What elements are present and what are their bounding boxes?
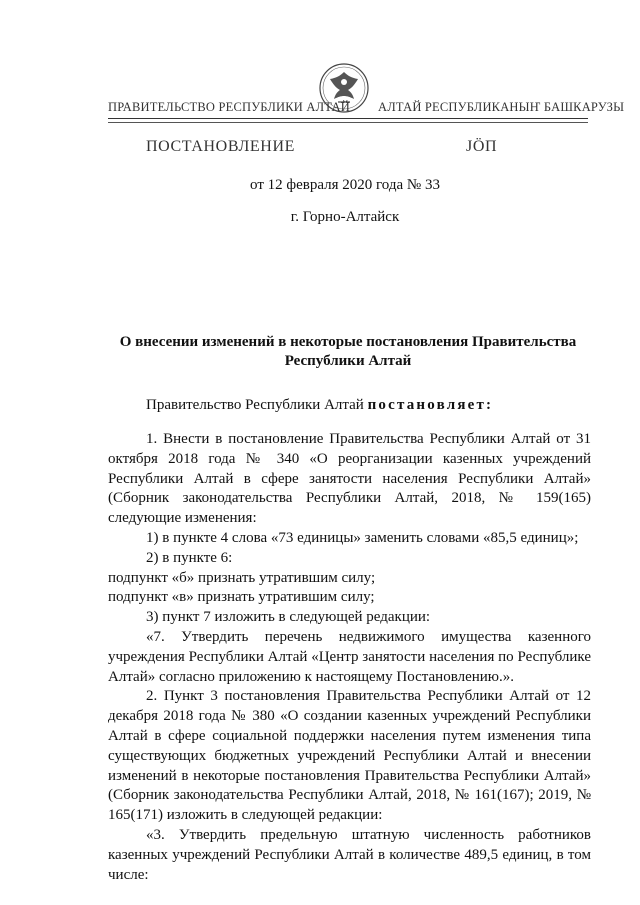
- document-body: [108, 430, 591, 885]
- city-line: г. Горно-Алтайск: [290, 209, 400, 225]
- header-government-name-ru: ПРАВИТЕЛЬСТВО РЕСПУБЛИКИ АЛТАЙ: [108, 100, 350, 114]
- header-rule-thin: [108, 122, 588, 123]
- header-rule-thick: [108, 118, 588, 119]
- preamble-subject: Правительство Республики Алтай: [146, 397, 364, 413]
- paragraph-1-item-2-sub-v: подпункт «в» признать утратившим силу;: [108, 589, 375, 606]
- doc-type-alt: ЈӦП: [466, 138, 498, 155]
- preamble-verb: постановляет:: [367, 397, 494, 413]
- paragraph-2-quote: «3. Утвердить предельную штатную численность работников казенных учреждений Республики Алтай в количестве 489,5 единиц, в том числе:: [108, 826, 591, 883]
- header-government-name-alt: АЛТАЙ РЕСПУБЛИКАНЫҤ БАШКАРУЗЫ: [378, 100, 625, 114]
- paragraph-1: 1. Внести в постановление Правительства Республики Алтай от 31 октября 2018 года № 340 «О реорганизации казенных учреждений Республики Алтай в сфере занятости населения Республики Алтай» (Сборник законодательства Республики Алтай, 2018, № 159(165) следующие изменения:: [108, 431, 591, 527]
- paragraph-1-item-2: 2) в пункте 6:: [146, 549, 233, 566]
- title-line-2: Республики Алтай: [284, 353, 412, 369]
- document-title: [108, 333, 588, 371]
- title-line-1: О внесении изменений в некоторые постановления Правительства: [119, 334, 577, 350]
- paragraph-1-item-3: 3) пункт 7 изложить в следующей редакции:: [146, 609, 431, 626]
- paragraph-1-item-2-sub-b: подпункт «б» признать утратившим силу;: [108, 569, 376, 586]
- paragraph-2: 2. Пункт 3 постановления Правительства Республики Алтай от 12 декабря 2018 года № 380 «О создании казенных учреждений Республики Алтай в сфере социальной поддержки населения путем изменения типа существующих бюджетных учреждений Республики Алтай и внесении изменений в некоторые постановления Правительства Республики Алтай» (Сборник законодательства Республики Алтай, 2018, № 161(167); 2019, № 165(171) изложить в следующей редакции:: [108, 688, 591, 824]
- date-number-line: от 12 февраля 2020 года № 33: [250, 177, 440, 193]
- paragraph-1-item-1: 1) в пункте 4 слова «73 единицы» заменить словами «85,5 единиц»;: [146, 529, 579, 546]
- paragraph-1-item-3-quote: «7. Утвердить перечень недвижимого имущества казенного учреждения Республики Алтай «Центр занятости населения по Республике Алтай» согласно приложению к настоящему Постановлению.».: [108, 628, 591, 685]
- preamble: [146, 397, 493, 414]
- doc-type-ru: ПОСТАНОВЛЕНИЕ: [146, 138, 295, 155]
